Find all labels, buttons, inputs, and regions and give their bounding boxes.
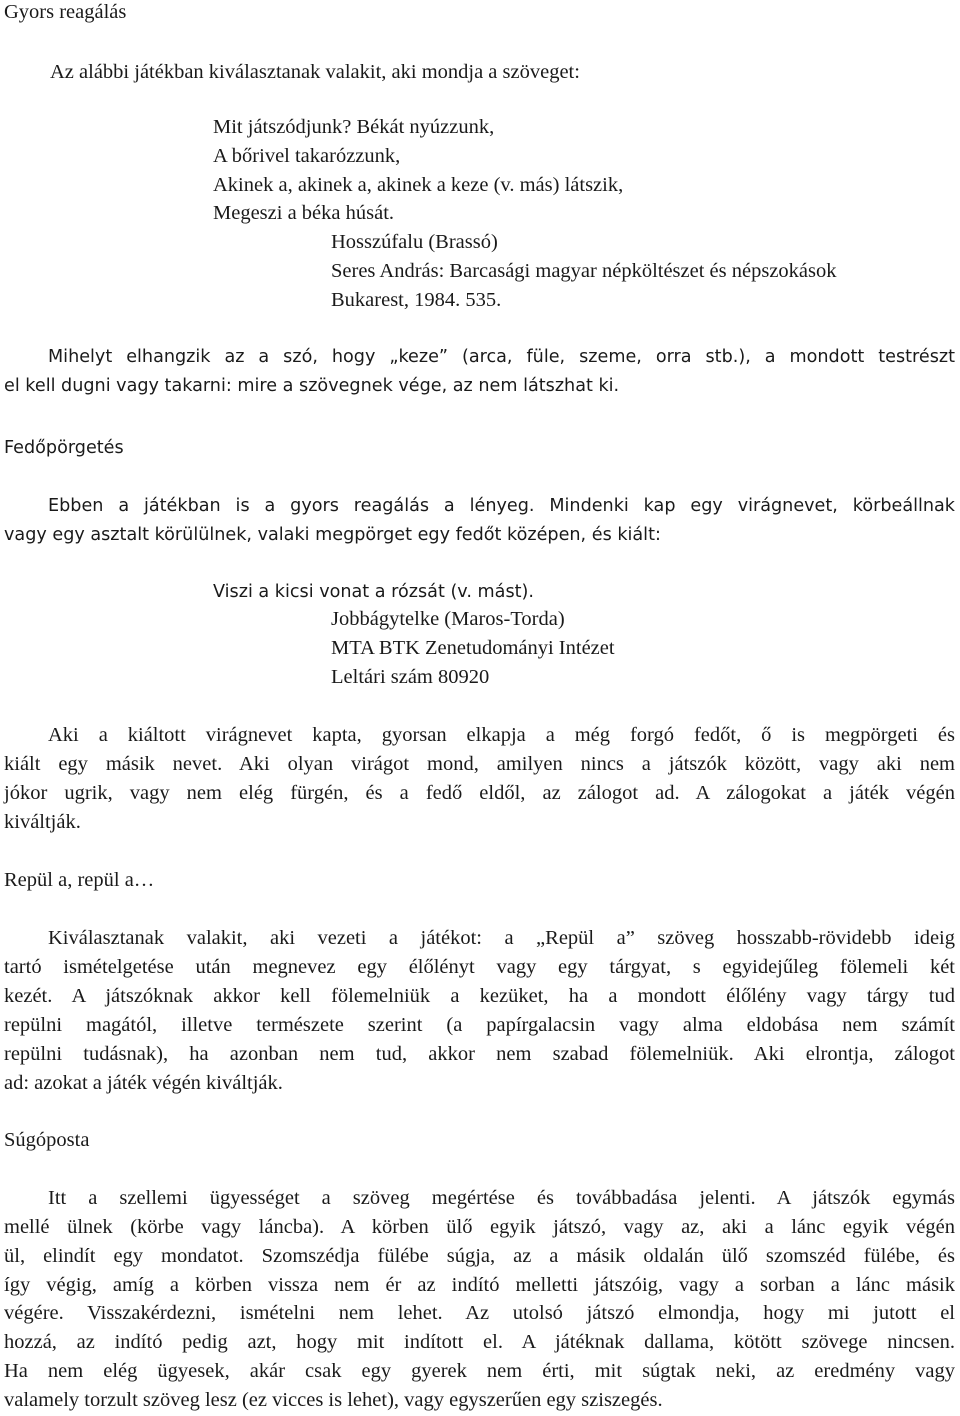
paragraph-line: Ebben a játékban is a gyors reagálás a lényeg. Mindenki kap egy virágnevet, körbeállnak <box>48 496 955 516</box>
source-line: Leltári szám 80920 <box>331 666 490 688</box>
paragraph-line: mellé ülnek (körbe vagy láncba). A körben ülő egyik játszó, vagy az, aki a lánc egyik végén <box>4 1216 955 1238</box>
paragraph-line: Aki a kiáltott virágnevet kapta, gyorsan elkapja a még forgó fedőt, ő is megpörgeti és <box>48 724 955 746</box>
heading-repul-a: Repül a, repül a… <box>4 869 155 891</box>
source-line: Jobbágytelke (Maros-Torda) <box>331 608 565 630</box>
paragraph-line: így végig, amíg a körben vissza nem ér az indító melletti játszóig, vagy a sorban a lánc másik <box>4 1274 955 1296</box>
heading-gyors-reagalas: Gyors reagálás <box>4 1 127 23</box>
paragraph-line: repülni magától, illetve természete szerint (a papírgalacsin vagy alma eldobása nem számít <box>4 1014 955 1036</box>
paragraph-line: kiált egy másik nevet. Aki olyan virágot mond, amilyen nincs a játszók között, vagy aki nem <box>4 753 955 775</box>
verse-line: A bőrivel takarózzunk, <box>213 145 401 167</box>
paragraph-line: kezét. A játszóknak akkor kell fölemelniük a kezüket, ha a mondott élőlény vagy tárgy tud <box>4 985 955 1007</box>
source-line: Hosszúfalu (Brassó) <box>331 231 498 253</box>
verse-line: Megeszi a béka húsát. <box>213 202 395 224</box>
verse-line: Viszi a kicsi vonat a rózsát (v. mást). <box>213 582 534 602</box>
paragraph-line: ül, elindít egy mondatot. Szomszédja fülébe súgja, az a másik oldalán ülő szomszéd fülébe, és <box>4 1245 955 1267</box>
source-line: Seres András: Barcasági magyar népköltészet és népszokások <box>331 260 837 282</box>
verse-line: Mit játszódjunk? Békát nyúzzunk, <box>213 116 495 138</box>
paragraph-line: végére. Visszakérdezni, ismételni nem lehet. Az utolsó játszó elmondja, hogy mi jutott el <box>4 1302 955 1324</box>
paragraph-line: jókor ugrik, vagy nem elég fürgén, és a fedő eldől, az zálogot ad. A zálogokat a játék végén <box>4 782 955 804</box>
paragraph-line: Kiválasztanak valakit, aki vezeti a játékot: a „Repül a” szöveg hosszabb-rövidebb ideig <box>48 927 955 949</box>
paragraph-line: Itt a szellemi ügyességet a szöveg megértése és továbbadása jelenti. A játszók egymás <box>48 1187 955 1209</box>
paragraph-line: kiváltják. <box>4 811 81 833</box>
heading-fedoporgetes: Fedőpörgetés <box>4 438 124 458</box>
source-line: Bukarest, 1984. 535. <box>331 289 502 311</box>
paragraph-line: Mihelyt elhangzik az a szó, hogy „keze” (arca, füle, szeme, orra stb.), a mondott testrészt <box>48 347 955 367</box>
paragraph-line: valamely torzult szöveg lesz (ez vicces is lehet), vagy egyszerűen egy sziszegés. <box>4 1389 663 1411</box>
paragraph-line: hozzá, az indító pedig azt, hogy mit indított el. A játéknak dallama, kötött szövege nincsen. <box>4 1331 955 1353</box>
paragraph-line: Ha nem elég ügyesek, akár csak egy gyerek nem érti, mit súgtak neki, az eredmény vagy <box>4 1360 955 1382</box>
paragraph-line: tartó ismételgetése után megnevez egy élőlényt vagy egy tárgyat, s egyidejűleg fölemeli két <box>4 956 955 978</box>
paragraph-line: repülni tudásnak), ha azonban nem tud, akkor nem szabad fölemelniük. Aki elrontja, zálogot <box>4 1043 955 1065</box>
intro-line: Az alábbi játékban kiválasztanak valakit, aki mondja a szöveget: <box>50 61 580 83</box>
paragraph-line: el kell dugni vagy takarni: mire a szövegnek vége, az nem látszhat ki. <box>4 376 620 396</box>
source-line: MTA BTK Zenetudományi Intézet <box>331 637 615 659</box>
paragraph-line: vagy egy asztalt körülülnek, valaki megpörget egy fedőt középen, és kiált: <box>4 525 661 545</box>
heading-sugoposta: Súgóposta <box>4 1129 90 1151</box>
verse-line: Akinek a, akinek a, akinek a keze (v. más) látszik, <box>213 174 624 196</box>
paragraph-line: ad: azokat a játék végén kiváltják. <box>4 1072 283 1094</box>
